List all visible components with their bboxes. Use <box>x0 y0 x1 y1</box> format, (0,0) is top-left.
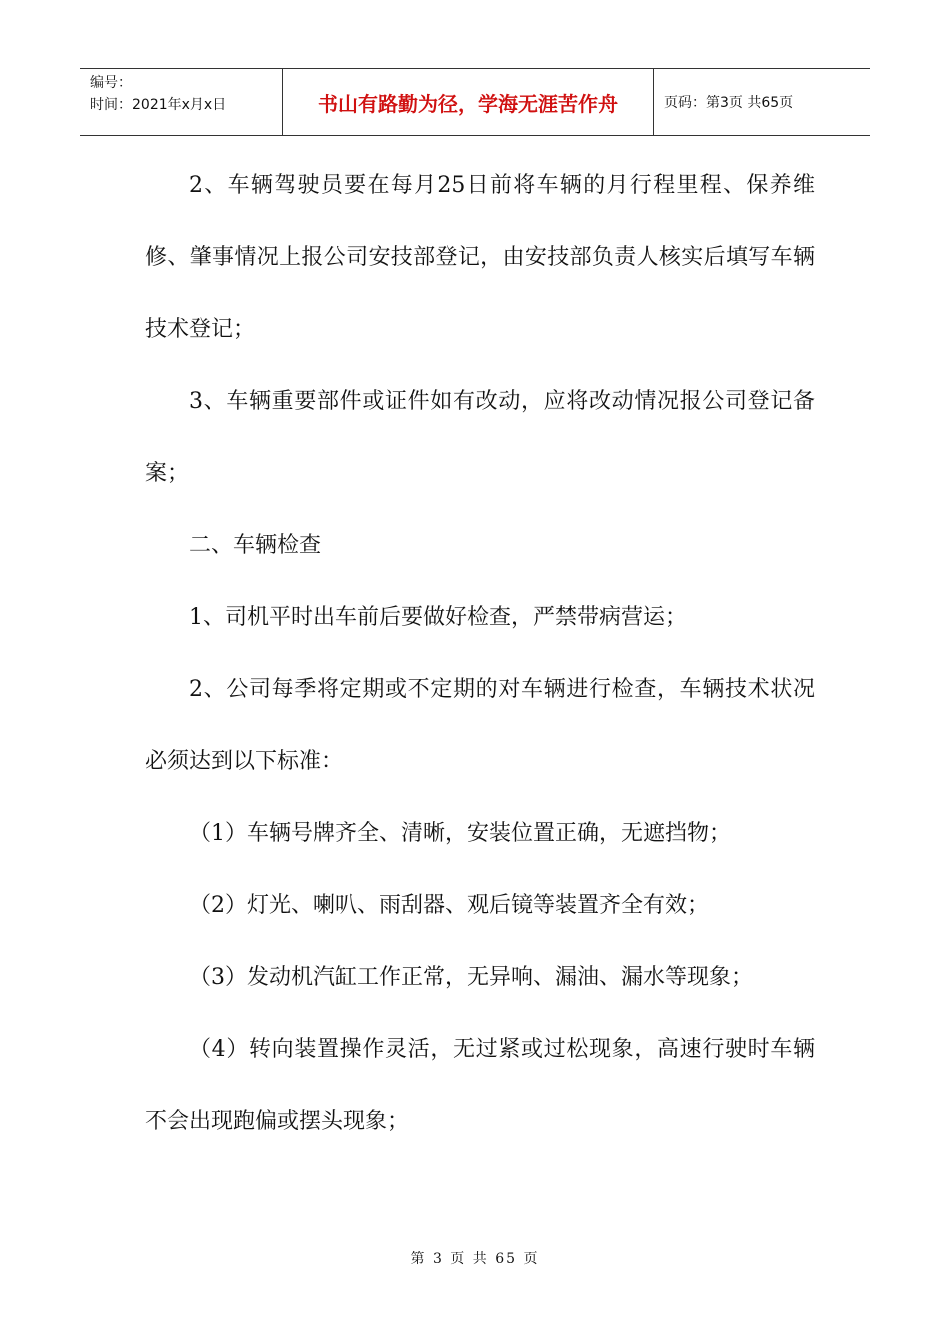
document-body <box>145 150 815 1158</box>
header-motto: 书山有路勤为径，学海无涯苦作舟 <box>282 69 654 135</box>
paragraph: 2、公司每季将定期或不定期的对车辆进行检查，车辆技术状况必须达到以下标准： <box>145 677 815 774</box>
paragraph: 3、车辆重要部件或证件如有改动，应将改动情况报公司登记备案； <box>145 389 815 486</box>
paragraph: 1、司机平时出车前后要做好检查，严禁带病营运； <box>189 605 687 630</box>
time-label: 时间：2021年x月x日 <box>90 97 227 113</box>
list-item: （3）发动机汽缸工作正常，无异响、漏油、漏水等现象； <box>189 965 753 990</box>
list-item: （1）车辆号牌齐全、清晰，安装位置正确，无遮挡物； <box>189 821 731 846</box>
page-footer: 第 3 页 共 65 页 <box>410 1251 540 1267</box>
list-item: （4）转向装置操作灵活，无过紧或过松现象，高速行驶时车辆不会出现跑偏或摆头现象； <box>145 1037 815 1134</box>
number-label: 编号： <box>90 75 132 91</box>
page-header <box>80 68 870 136</box>
list-item: （2）灯光、喇叭、雨刮器、观后镜等装置齐全有效； <box>189 893 709 918</box>
header-meta <box>80 69 282 135</box>
paragraph: 2、车辆驾驶员要在每月25日前将车辆的月行程里程、保养维修、肇事情况上报公司安技部登记，由安技部负责人核实后填写车辆技术登记； <box>145 173 815 342</box>
header-page-info: 页码：第3页 共65页 <box>664 95 794 111</box>
section-heading: 二、车辆检查 <box>189 533 322 558</box>
